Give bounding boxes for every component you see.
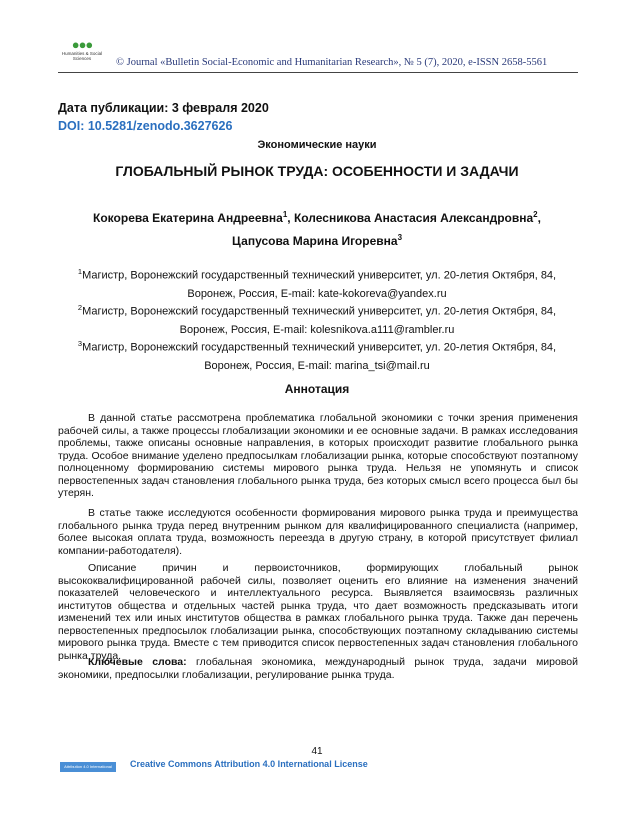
journal-logo (58, 38, 106, 61)
keywords-label: Ключевые слова: (88, 656, 187, 668)
author-name: Кокорева Екатерина Андреевна (93, 211, 283, 225)
paper-title: ГЛОБАЛЬНЫЙ РЫНОК ТРУДА: ОСОБЕННОСТИ И ЗАДАЧИ (115, 163, 519, 179)
affiliation-sup: 2 (77, 303, 83, 312)
abstract-paragraph-1: В данной статье рассмотрена проблематика глобальной экономики с точки зрения применения рабочей силы, а также процессы глобализации экономики и ее основные задачи. В рамках исследования проблемы, также описаны основные направления, в которых происходит развитие глобального рынка труда. Особое внимание уделено предпосылкам глобализации рынка, которые способствуют поэтапному полноценному формированию системы мирового рынка труда. Нельзя не упомянуть и список первостепенных задач становления глобального рынка труда, без которых смысл всего процесса был бы утерян. (58, 412, 578, 499)
author-sup: 3 (397, 233, 403, 242)
author-sup: 1 (282, 210, 288, 219)
affiliation-2 (60, 299, 574, 339)
affiliation-line: Воронеж, Россия, E-mail: kate-kokoreva@yandex.ru (187, 287, 447, 300)
authors-block: Кокорева Екатерина Андреевна$^1$, Колесникова Анастасия Александровна$^2$, Цапусова Марина Игоревна$^3$ (93, 210, 541, 248)
people-logo-icon: ●●● (71, 37, 93, 52)
affiliation-line: Магистр, Воронежский государственный технический университет, ул. 20-летия Октября, 84, (82, 341, 557, 354)
abstract-paragraph-3: Описание причин и первоисточников, формирующих глобальный рынок высококвалифицированной рабочей силы, позволяет оценить его влияние на изменения значений показателей человеческого и интеллектуального ресурса. Выявляется взаимосвязь различных институтов общества и отдельных частей рынка труда, что дает возможность предсказывать итоги изменений тех или иных институтов общества в рамках глобального рынка труда. Также дан перечень первостепенных предпосылок глобализации рынка, способствующих поэтапному складыванию системы мирового рынка труда. Вместе с тем приводится список первостепенных задач становления глобального рынка труда. (58, 562, 578, 662)
journal-header: © Journal «Bulletin Social-Economic and Humanitarian Research», № 5 (7), 2020, e-ISSN 2658-5561 (116, 57, 548, 68)
keywords-text: глобальная экономика, международный рынок труда, задачи мировой экономики, предпосылки глобализации, регулирование рынка труда. (58, 656, 579, 681)
cc-license-badge[interactable]: Attribution 4.0 International (CC BY 4.0) (60, 762, 116, 772)
keywords (58, 656, 578, 681)
abstract-paragraph-2: В статье также исследуются особенности формирования мирового рынка труда и преимущества глобального рынка труда перед внутренним рынком для квалифицированного специалиста (например, более высокая оплата труда, возможность переезда в другую страну, в которой присутствует филиал компании-работодателя). (58, 507, 578, 557)
author-name: Колесникова Анастасия Александровна (293, 211, 534, 225)
affiliation-line: Магистр, Воронежский государственный технический университет, ул. 20-летия Октября, 84, (82, 305, 557, 318)
affiliation-1 (60, 263, 574, 303)
section-heading: Экономические науки (257, 139, 377, 151)
abstract-heading: Аннотация (284, 382, 350, 396)
affiliation-line: Воронеж, Россия, E-mail: marina_tsi@mail.ru (204, 359, 430, 372)
publication-date: Дата публикации: 3 февраля 2020 (58, 101, 269, 115)
affiliation-3 (60, 335, 574, 375)
logo-text: Humanities & Social Sciences (61, 51, 103, 61)
affiliation-sup: 3 (77, 339, 83, 348)
author-sup: 2 (533, 210, 538, 219)
affiliation-sup: 1 (77, 267, 83, 276)
doi-link[interactable]: DOI: 10.5281/zenodo.3627626 (58, 119, 233, 133)
header-divider (58, 72, 578, 73)
affiliation-line: Магистр, Воронежский государственный технический университет, ул. 20-летия Октября, 84, (82, 269, 557, 282)
license-link[interactable]: Creative Commons Attribution 4.0 International License (130, 759, 368, 769)
page-number: 41 (311, 746, 323, 757)
author-name: Цапусова Марина Игоревна (231, 234, 398, 248)
affiliation-line: Воронеж, Россия, E-mail: kolesnikova.a111@rambler.ru (179, 323, 455, 336)
